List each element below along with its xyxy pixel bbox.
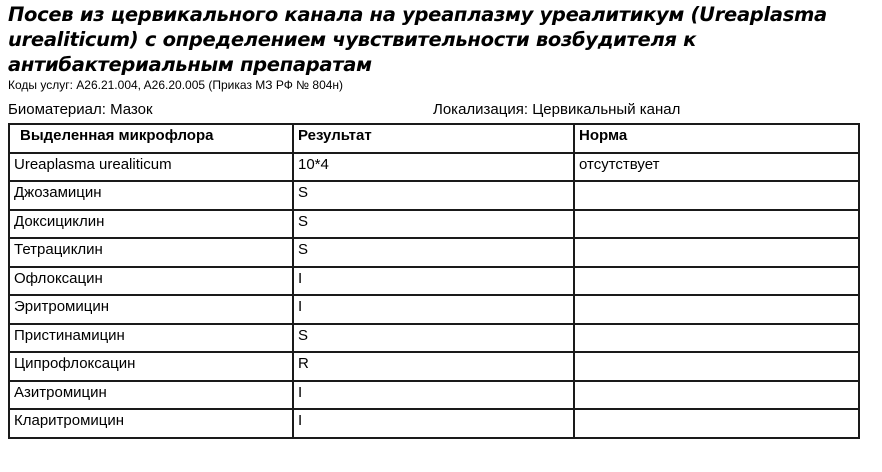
cell-name: Ureaplasma urealiticum: [9, 153, 293, 182]
table-row: [9, 381, 859, 410]
cell-result: R: [293, 352, 574, 381]
cell-norm: [574, 181, 859, 210]
table-row: [9, 409, 859, 438]
biomaterial-label: Биоматериал: Мазок: [8, 101, 153, 118]
title-line: антибактериальным препаратам: [8, 53, 372, 76]
cell-result: S: [293, 238, 574, 267]
table-row: [9, 153, 859, 182]
cell-norm: [574, 267, 859, 296]
cell-result: S: [293, 181, 574, 210]
table-row: [9, 324, 859, 353]
cell-norm: [574, 381, 859, 410]
table-row: [9, 352, 859, 381]
results-table: [8, 123, 860, 439]
table-row: [9, 238, 859, 267]
cell-result: I: [293, 295, 574, 324]
header-microflora: Выделенная микрофлора: [9, 124, 293, 153]
localization-label: Локализация: Цервикальный канал: [433, 101, 681, 118]
document-title: [8, 2, 868, 77]
cell-result: I: [293, 409, 574, 438]
cell-name: Эритромицин: [9, 295, 293, 324]
cell-norm: [574, 210, 859, 239]
cell-name: Азитромицин: [9, 381, 293, 410]
cell-name: Тетрациклин: [9, 238, 293, 267]
cell-result: I: [293, 381, 574, 410]
table-row: [9, 295, 859, 324]
table-row: [9, 181, 859, 210]
service-codes: Коды услуг: A26.21.004, A26.20.005 (Приказ МЗ РФ № 804н): [8, 78, 344, 92]
cell-name: Пристинамицин: [9, 324, 293, 353]
cell-result: S: [293, 210, 574, 239]
cell-name: Джозамицин: [9, 181, 293, 210]
table-header-row: [9, 124, 859, 153]
cell-norm: отсутствует: [574, 153, 859, 182]
table-row: [9, 210, 859, 239]
cell-name: Офлоксацин: [9, 267, 293, 296]
header-result: Результат: [293, 124, 574, 153]
cell-norm: [574, 409, 859, 438]
cell-norm: [574, 238, 859, 267]
title-line: urealiticum) с определением чувствительности возбудителя к: [8, 28, 697, 51]
header-norm: Норма: [574, 124, 859, 153]
title-line: Посев из цервикального канала на уреаплазму уреалитикум (Ureaplasma: [8, 3, 827, 26]
cell-name: Ципрофлоксацин: [9, 352, 293, 381]
cell-norm: [574, 295, 859, 324]
cell-name: Кларитромицин: [9, 409, 293, 438]
cell-result: 10*4: [293, 153, 574, 182]
cell-result: S: [293, 324, 574, 353]
cell-norm: [574, 324, 859, 353]
table-row: [9, 267, 859, 296]
cell-norm: [574, 352, 859, 381]
cell-result: I: [293, 267, 574, 296]
cell-name: Доксициклин: [9, 210, 293, 239]
